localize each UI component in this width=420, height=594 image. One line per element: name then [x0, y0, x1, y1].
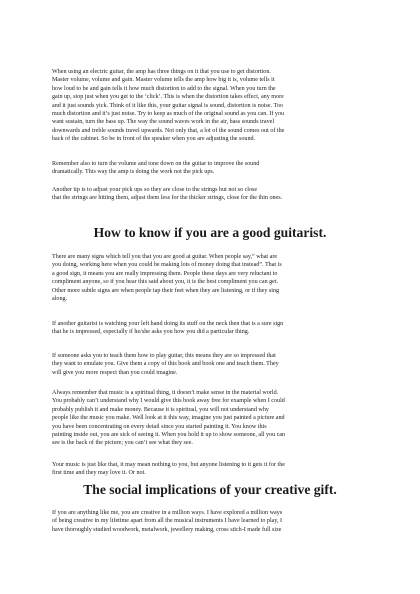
heading-good-guitarist: How to know if you are a good guitarist.: [93, 225, 327, 240]
paragraph-guitar-volume: Remember also to turn the volume and tone down on the guitar to improve the sound dramatically. This way the amp is doing the work not the pick ups.: [52, 161, 260, 176]
paragraph-creative: If you are anything like me, you are creative in a million ways. I have explored a million ways of being creative in my lifetime apart from all the musical instruments I have learned to play, I have thoroughly studied woodwork, metalwork, jewellery making, cross stich-I made full size: [52, 510, 283, 533]
paragraph-teach: If someone asks you to teach them how to play guitar, this means they are so impressed that they want to emulate you. Give them a copy of this book and book one and teach them. They will give you more respect than you could imagine.: [52, 353, 279, 376]
paragraph-your-music: Your music is just like that, it may mean nothing to you, but anyone listening to it gets it for the first time and they may love it. Or not.: [52, 462, 285, 477]
paragraph-pickups: Another tip is to adjust your pick ups so they are close to the strings but not so close that the strings are hitting them, adjust them less for the thicker strings, close for the thin ones.: [52, 187, 283, 202]
paragraph-other-guitarist: If another guitarist is watching your left hand doing its stuff on the neck then that is a sure sign that he is impressed, especially if he/she asks you how you did a particular thing.: [52, 321, 284, 336]
paragraph-amp-settings: When using an electric guitar, the amp has three things on it that you use to get distortion. Master volume, volume and gain. Master volume tells the amp how big it is, volume tells it how loud to be and gain tells it how much distortion to add to the signal. When you turn the gain up, stop just when you get to the ‘click’. This is when the distortion takes effect, any more and it just sounds yick. Think of it like this, your guitar signal is sound, distortion is noise. Too much distortion and it’s just noise. Try to keep as much of the original sound as you can. If you want sustain, turn the bass up. The way the sound waves work in the air, bass sounds travel downwards and treble sounds travel upwards. Not only that, a lot of the sound comes out of the back of the cabinet. So be in front of the speaker when you are adjusting the sound.: [52, 69, 285, 143]
heading-social-implications: The social implications of your creative gift.: [83, 482, 337, 497]
paragraph-spiritual: Always remember that music is a spiritual thing, it doesn’t make sense in the material world. You probably can’t understand why I would give this book away free for example when I could probably publish it and make money. Because it is spiritual, you will not understand why people like the music you make. Well look at it this way, imagine you just painted a picture and you have been concentrating on every detail since you started painting it. You know this painting inside out, you are sick of seeing it. When you hold it up to show someone, all you can see is the back of the picture; you can’t see what they see.: [52, 390, 286, 447]
paragraph-signs: There are many signs which tell you that you are good at guitar. When people say,” what are you doing, working here when you could be making lots of money doing that instead”. That is a good sign, it means you are really impressing them. People these days are very reluctant to compliment anyone, so if you hear this said about you, it is the best compliment you can get. Other more subtle signs are when people tap their feet when they are listening, or if they sing along.: [52, 254, 282, 303]
